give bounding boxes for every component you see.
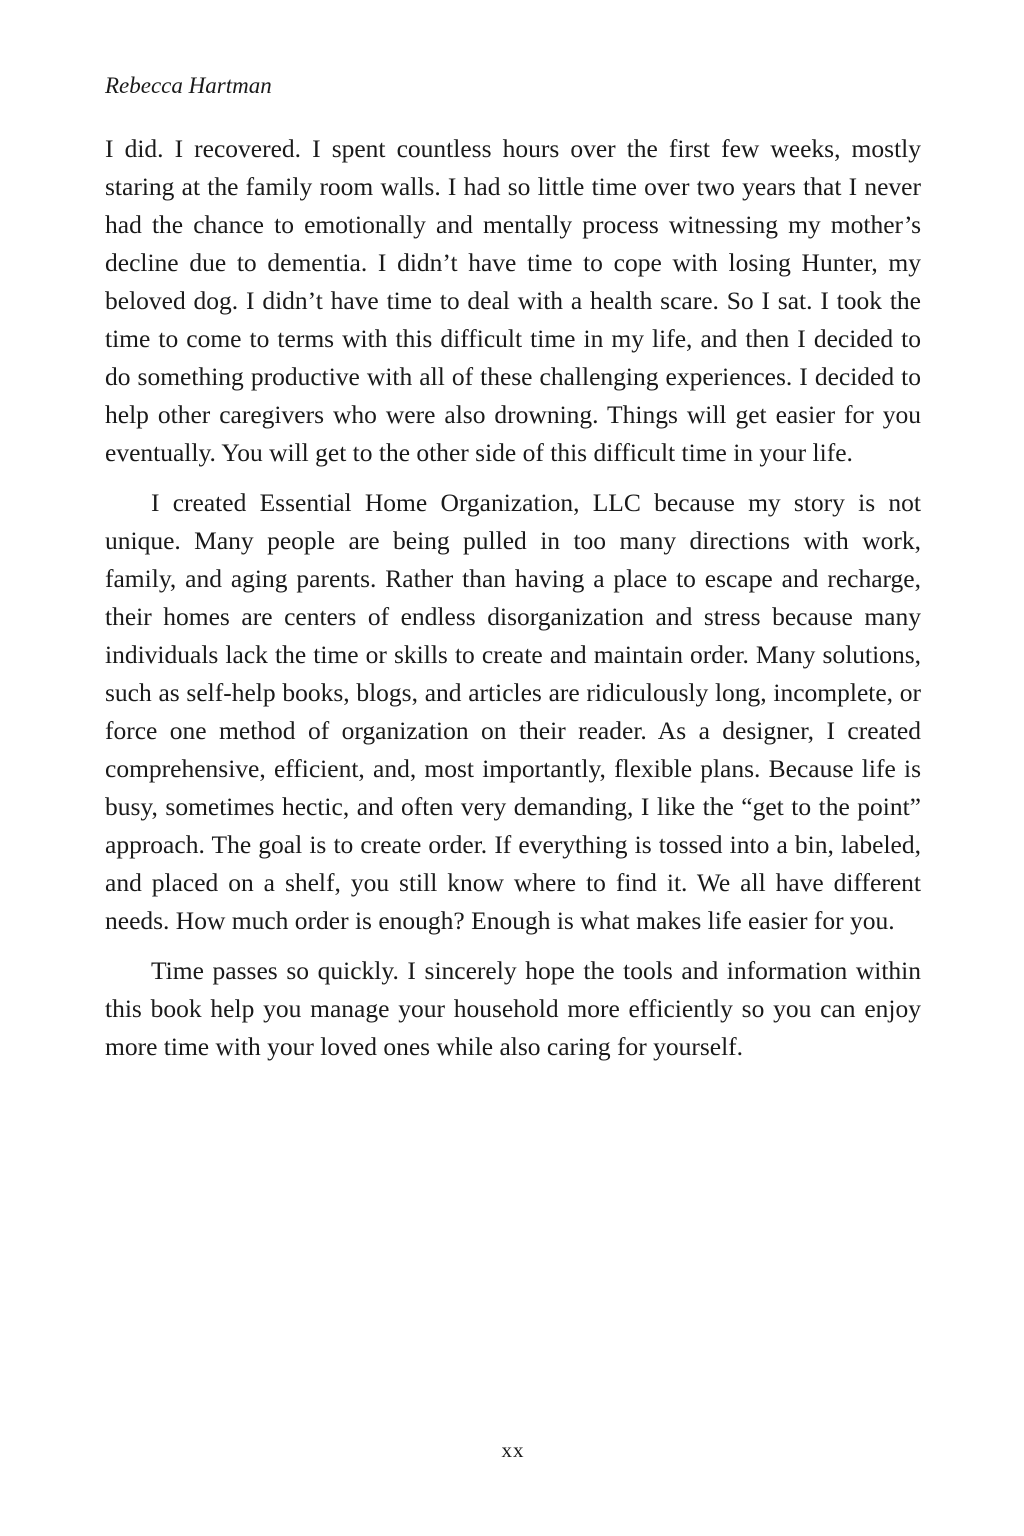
body-text — [105, 130, 921, 1078]
running-header: Rebecca Hartman — [105, 73, 272, 98]
page-number: xx — [501, 1438, 525, 1462]
paragraph: Time passes so quickly. I sincerely hope the tools and information within this book help you manage your household more efficiently so you can enjoy more time with your loved ones while also caring for yourself. — [105, 956, 921, 1061]
paragraph: I did. I recovered. I spent countless hours over the first few weeks, mostly staring at the family room walls. I had so little time over two years that I never had the chance to emotionally and mentally process witnessing my mother’s decline due to dementia. I didn’t have time to cope with losing Hunter, my beloved dog. I didn’t have time to deal with a health scare. So I sat. I took the time to come to terms with this difficult time in my life, and then I decided to do something productive with all of these challenging experiences. I decided to help other caregivers who were also drowning. Things will get easier for you eventually. You will get to the other side of this difficult time in your life. — [105, 134, 921, 467]
paragraph: I created Essential Home Organization, LLC because my story is not unique. Many people are being pulled in too many directions with work, family, and aging parents. Rather than having a place to escape and recharge, their homes are centers of endless disorganization and stress because many individuals lack the time or skills to create and maintain order. Many solutions, such as self-help books, blogs, and articles are ridiculously long, incomplete, or force one method of organization on their reader. As a designer, I created comprehensive, efficient, and, most importantly, flexible plans. Because life is busy, sometimes hectic, and often very demanding, I like the “get to the point” approach. The goal is to create order. If everything is tossed into a bin, labeled, and placed on a shelf, you still know where to find it. We all have different needs. How much order is enough? Enough is what makes life easier for you. — [105, 488, 921, 935]
